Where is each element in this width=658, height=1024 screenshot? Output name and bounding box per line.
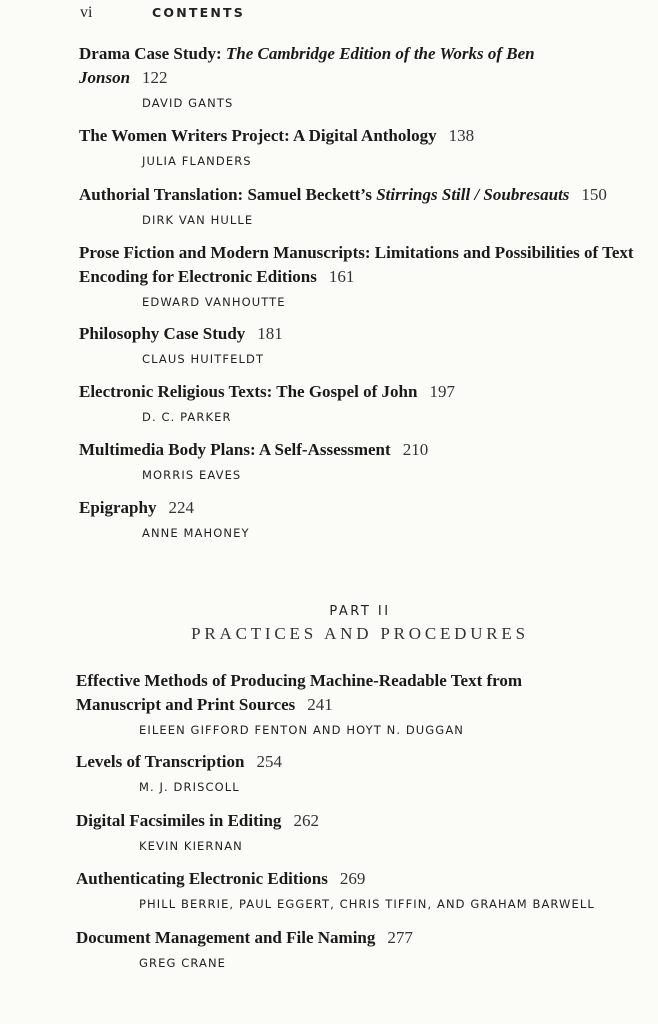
- entry-title-text: Drama Case Study:: [79, 44, 226, 63]
- entry-page-number: 181: [257, 324, 283, 343]
- entry-author: KEVIN KIERNAN: [139, 839, 243, 853]
- entry-title-text: Electronic Religious Texts: The Gospel of John: [79, 382, 418, 401]
- entry-title: [79, 322, 649, 346]
- entry-title-italic: Stirrings Still / Soubresauts: [376, 185, 570, 204]
- entry-author: EILEEN GIFFORD FENTON AND HOYT N. DUGGAN: [139, 723, 464, 737]
- entry-page-number: 224: [168, 498, 194, 517]
- entry-author: DAVID GANTS: [142, 96, 234, 110]
- toc-entry[interactable]: [76, 926, 646, 970]
- entry-page-number: 197: [429, 382, 455, 401]
- entry-title: [79, 438, 649, 462]
- toc-entry[interactable]: [79, 322, 649, 366]
- entry-page-number: 262: [293, 811, 319, 830]
- toc-entry[interactable]: [79, 183, 649, 227]
- entry-page-number: 161: [328, 267, 355, 286]
- entry-title-text: Multimedia Body Plans: A Self-Assessment: [79, 440, 391, 459]
- entry-title-text: Effective Methods of Producing Machine-Readable Text from Manuscript and Print Sources: [76, 671, 523, 714]
- part-label: PART II: [329, 604, 391, 619]
- entry-title-text: Digital Facsimiles in Editing: [76, 811, 282, 830]
- entry-title: [79, 183, 649, 207]
- entry-author: DIRK VAN HULLE: [142, 213, 254, 227]
- running-head: [80, 4, 245, 22]
- entry-title: [79, 241, 639, 289]
- entry-author: CLAUS HUITFELDT: [142, 352, 265, 366]
- entry-title-text: The Women Writers Project: A Digital Anthology: [79, 126, 437, 145]
- entry-author: MORRIS EAVES: [142, 468, 242, 482]
- toc-entry[interactable]: [76, 669, 596, 737]
- entry-author: GREG CRANE: [139, 956, 227, 970]
- entry-author: ANNE MAHONEY: [142, 526, 250, 540]
- toc-entry[interactable]: [79, 438, 649, 482]
- entry-title: [76, 809, 646, 833]
- entry-title: [76, 669, 596, 717]
- entry-title: [79, 124, 649, 148]
- entry-page-number: 269: [339, 869, 366, 888]
- entry-page-number: 254: [256, 752, 282, 771]
- entry-page-number: 138: [448, 126, 475, 145]
- toc-entry[interactable]: [76, 867, 646, 911]
- entry-title-text: Philosophy Case Study: [79, 324, 246, 343]
- toc-entry[interactable]: [79, 241, 639, 309]
- entry-title-text: Prose Fiction and Modern Manuscripts: Limitations and Possibilities of Text Encoding for Electronic Editions: [79, 243, 634, 286]
- toc-entry[interactable]: [79, 124, 649, 168]
- entry-title: [76, 750, 646, 774]
- entry-title: [76, 926, 646, 950]
- entry-page-number: 277: [387, 928, 413, 947]
- entry-page-number: 122: [142, 68, 168, 87]
- entry-title: [79, 42, 549, 90]
- toc-entry[interactable]: [79, 380, 649, 424]
- entry-title-text: Authenticating Electronic Editions: [76, 869, 328, 888]
- entry-page-number: 150: [581, 185, 607, 204]
- toc-entry[interactable]: [76, 750, 646, 794]
- toc-entry[interactable]: [79, 496, 649, 540]
- entry-title: [79, 496, 649, 520]
- entry-title-italic: The Cambridge Edition of the Works of Ben Jonson: [79, 44, 535, 87]
- toc-entry[interactable]: [79, 42, 549, 110]
- entry-author: D. C. PARKER: [142, 410, 232, 424]
- entry-author: PHILL BERRIE, PAUL EGGERT, CHRIS TIFFIN, AND GRAHAM BARWELL: [139, 897, 595, 911]
- entry-author: JULIA FLANDERS: [142, 154, 252, 168]
- running-head-title: CONTENTS: [152, 5, 245, 20]
- entry-page-number: 210: [402, 440, 429, 459]
- part-title: PRACTICES AND PROCEDURES: [191, 624, 529, 643]
- entry-title-text: Document Management and File Naming: [76, 928, 376, 947]
- entry-page-number: 241: [307, 695, 333, 714]
- entry-author: M. J. DRISCOLL: [139, 780, 240, 794]
- entry-title: [76, 867, 646, 891]
- toc-entry[interactable]: [76, 809, 646, 853]
- entry-author: EDWARD VANHOUTTE: [142, 295, 286, 309]
- entry-title-text: Epigraphy: [79, 498, 157, 517]
- entry-title-text: Levels of Transcription: [76, 752, 245, 771]
- entry-title-text: Authorial Translation: Samuel Beckett’s: [79, 185, 377, 204]
- entry-title: [79, 380, 649, 404]
- page-number: vi: [80, 4, 93, 21]
